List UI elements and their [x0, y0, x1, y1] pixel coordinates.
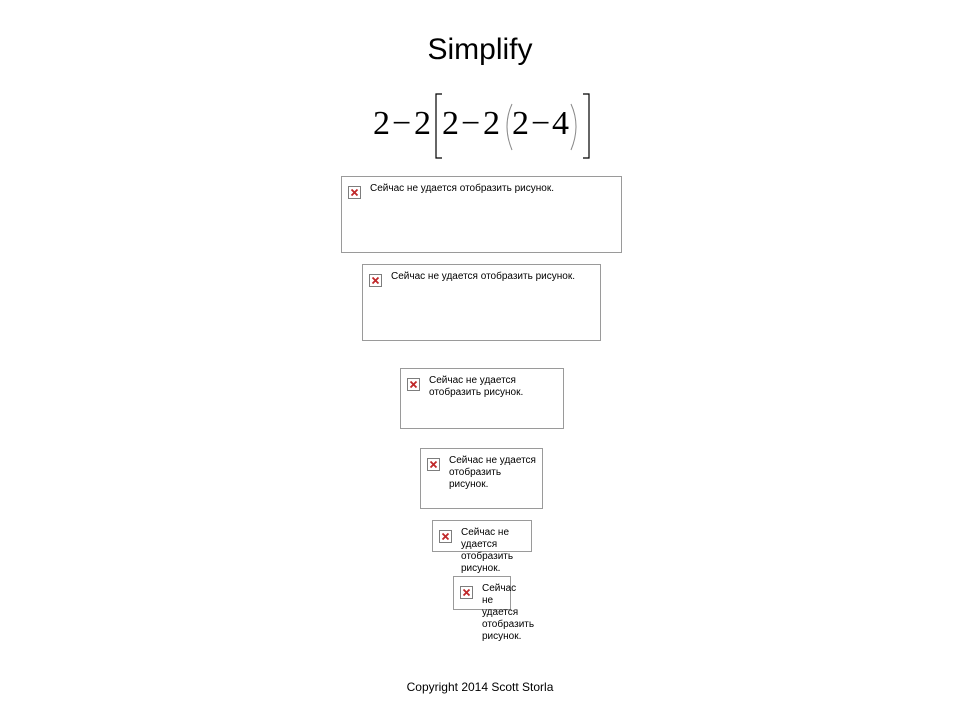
- broken-image-icon: [369, 274, 382, 287]
- broken-image-icon: [427, 458, 440, 471]
- broken-image-placeholder: [432, 520, 532, 574]
- eq-minus-3: −: [531, 105, 551, 142]
- broken-image-placeholder: [341, 176, 622, 253]
- eq-term-3: 2: [442, 105, 459, 142]
- broken-image-icon: [407, 378, 420, 391]
- broken-image-icon: [348, 186, 361, 199]
- broken-image-placeholder: [453, 576, 535, 642]
- broken-image-icon: [439, 530, 452, 543]
- equation-svg: [370, 92, 602, 162]
- broken-image-message: Сейчас не удается отобразить рисунок.: [429, 375, 524, 398]
- right-bracket: [583, 94, 589, 158]
- broken-image-icon: [460, 586, 473, 599]
- broken-image-placeholder: [400, 368, 564, 429]
- eq-term-2: 2: [414, 105, 431, 142]
- broken-image-message: Сейчас не удается отобразить рисунок.: [449, 455, 536, 490]
- eq-term-1: 2: [373, 105, 390, 142]
- eq-term-5: 2: [512, 105, 529, 142]
- eq-minus-1: −: [392, 105, 412, 142]
- eq-term-6: 4: [552, 105, 569, 142]
- broken-image-placeholder: [420, 448, 543, 509]
- slide-title: Simplify: [427, 33, 533, 66]
- broken-image-placeholder: [362, 264, 601, 341]
- broken-image-message: Сейчас не удается отобразить рисунок.: [461, 527, 514, 574]
- right-paren: [571, 104, 576, 150]
- eq-minus-2: −: [461, 105, 481, 142]
- broken-image-message: Сейчас не удается отобразить рисунок.: [482, 583, 535, 642]
- eq-term-4: 2: [483, 105, 500, 142]
- broken-image-message: Сейчас не удается отобразить рисунок.: [391, 271, 575, 282]
- copyright-footer: Copyright 2014 Scott Storla: [406, 680, 554, 694]
- equation: [370, 92, 602, 162]
- broken-image-message: Сейчас не удается отобразить рисунок.: [370, 183, 554, 194]
